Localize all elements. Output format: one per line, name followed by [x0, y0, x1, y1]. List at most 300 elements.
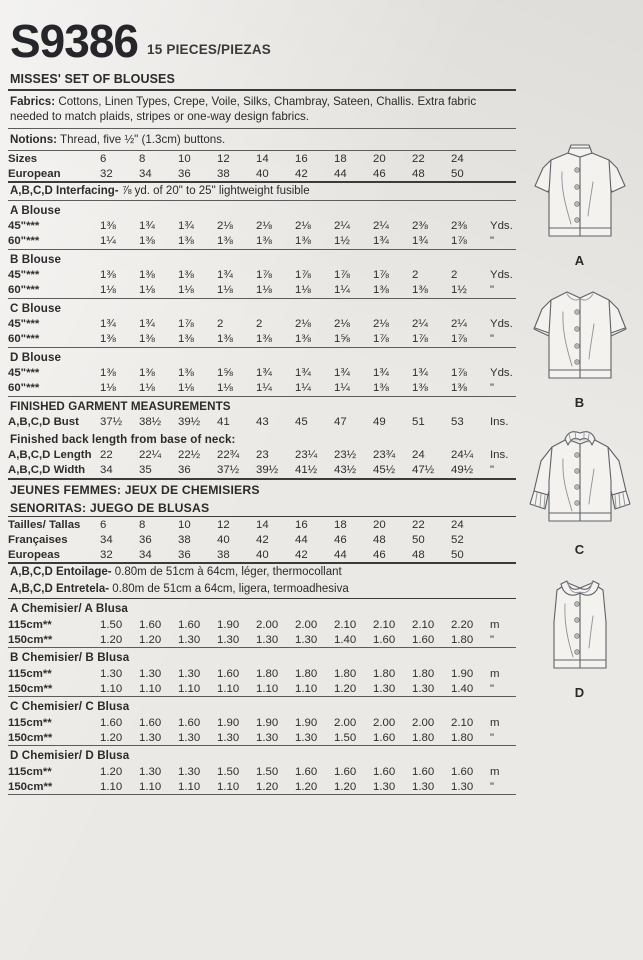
- table-cell: 1⅜: [373, 284, 389, 297]
- table-cell: 2.10: [412, 618, 435, 631]
- table-cell: 1.30: [139, 731, 162, 744]
- metric-table: [8, 617, 520, 647]
- table-cell: 1.20: [256, 780, 279, 793]
- row-label: Tailles/ Tallas: [8, 518, 81, 531]
- table-cell: 1⅛: [100, 382, 116, 395]
- table-cell: 32: [100, 167, 113, 180]
- interfacing-fr-label: A,B,C,D Entoilage-: [10, 566, 112, 579]
- header-title-row: [8, 0, 516, 67]
- table-cell: 46: [373, 548, 386, 561]
- table-row: [8, 219, 520, 234]
- notions-paragraph: [8, 129, 516, 151]
- table-cell: 1.20: [100, 731, 123, 744]
- table-cell: 1⅛: [178, 284, 194, 297]
- table-row: [8, 283, 520, 298]
- table-cell: 22½: [178, 449, 201, 462]
- table-cell: 1⅞: [256, 269, 272, 282]
- table-row: [8, 764, 520, 779]
- pattern-number: S9386: [10, 15, 139, 67]
- blouse-d-line-art: [521, 572, 639, 684]
- row-label: 150cm**: [8, 731, 53, 744]
- table-cell: 1⅛: [217, 284, 233, 297]
- table-cell: 1⅜: [451, 382, 467, 395]
- view-illustration-b: [516, 282, 643, 410]
- table-cell: 51: [412, 416, 425, 429]
- interfacing-french: [8, 564, 516, 581]
- table-cell: 1⅜: [217, 333, 233, 346]
- view-illustration-a: [516, 140, 643, 268]
- table-cell: 35: [139, 464, 152, 477]
- table-cell: 38½: [139, 416, 162, 429]
- row-label: 60"***: [8, 382, 40, 395]
- table-cell: 1.60: [334, 765, 357, 778]
- table-cell: 1⅜: [178, 235, 194, 248]
- table-cell: 1.10: [217, 682, 240, 695]
- table-cell: 1.50: [217, 765, 240, 778]
- table-cell: 40: [217, 533, 230, 546]
- table-cell: 37½: [100, 416, 123, 429]
- row-label: 45"***: [8, 367, 40, 380]
- table-cell: 1.90: [295, 716, 318, 729]
- table-cell: 2¼: [451, 318, 467, 331]
- row-unit: ": [490, 284, 495, 297]
- information-column: [8, 0, 516, 795]
- table-cell: 1⅛: [217, 382, 233, 395]
- table-cell: 1.80: [256, 667, 279, 680]
- size-table: [8, 151, 520, 181]
- table-cell: 50: [451, 167, 464, 180]
- table-cell: 1.60: [178, 716, 201, 729]
- table-cell: 1.60: [217, 667, 240, 680]
- table-cell: 1.90: [451, 667, 474, 680]
- metric-block-title: B Chemisier/ B Blusa: [10, 651, 130, 665]
- table-row: [8, 517, 520, 532]
- table-cell: 1.30: [178, 765, 201, 778]
- table-cell: 1⅛: [295, 284, 311, 297]
- table-cell: 6: [100, 518, 107, 531]
- table-cell: 1¼: [256, 382, 272, 395]
- table-cell: 40: [256, 548, 269, 561]
- table-cell: 43: [256, 416, 269, 429]
- piece-count: 15 PIECES/PIEZAS: [147, 42, 272, 57]
- table-cell: 8: [139, 152, 146, 165]
- metric-yardage-section: [8, 599, 516, 795]
- table-cell: 1.90: [217, 618, 240, 631]
- interfacing-es-label: A,B,C,D Entretela-: [10, 583, 110, 596]
- row-label: A,B,C,D Length: [8, 449, 92, 462]
- table-cell: 2: [451, 269, 458, 282]
- notions-label: Notions:: [10, 132, 58, 146]
- table-cell: 1.30: [373, 682, 396, 695]
- table-cell: 1.30: [295, 633, 318, 646]
- table-cell: 2¼: [373, 220, 389, 233]
- yardage-table: [8, 219, 520, 249]
- table-cell: 34: [100, 533, 113, 546]
- finished-bust-table: [8, 415, 520, 430]
- row-unit: ": [490, 235, 495, 248]
- table-cell: 34: [139, 167, 152, 180]
- table-cell: 37½: [217, 464, 240, 477]
- table-cell: 1.60: [139, 716, 162, 729]
- table-cell: 1.60: [373, 633, 396, 646]
- table-cell: 2.20: [451, 618, 474, 631]
- metric-block-title: A Chemisier/ A Blusa: [10, 602, 128, 616]
- table-cell: 2⅛: [295, 220, 311, 233]
- row-label: 45"***: [8, 318, 40, 331]
- table-cell: 2⅜: [412, 220, 428, 233]
- table-cell: 38: [178, 533, 191, 546]
- table-cell: 1.10: [100, 682, 123, 695]
- table-cell: 16: [295, 152, 308, 165]
- table-cell: 1⅝: [334, 333, 350, 346]
- table-cell: 39½: [178, 416, 201, 429]
- table-cell: 1¼: [295, 382, 311, 395]
- table-cell: 2.00: [334, 716, 357, 729]
- fabrics-text: Cottons, Linen Types, Crepe, Voile, Silks, Chambray, Sateen, Challis. Extra fabric needed to match plaids, stripes or one-way design fabrics.: [10, 94, 477, 124]
- table-cell: 1.40: [451, 682, 474, 695]
- table-cell: 1¾: [256, 367, 272, 380]
- table-cell: 42: [256, 533, 269, 546]
- table-cell: 1⅛: [100, 284, 116, 297]
- table-row: [8, 332, 520, 347]
- table-cell: 23½: [334, 449, 357, 462]
- intl-size-table: [8, 517, 520, 562]
- table-cell: 23: [256, 449, 269, 462]
- yardage-block-title: A Blouse: [10, 203, 61, 217]
- table-cell: 36: [178, 548, 191, 561]
- table-cell: 46: [334, 533, 347, 546]
- row-unit: ": [490, 682, 495, 695]
- divider: [8, 794, 516, 795]
- table-cell: 1.30: [412, 682, 435, 695]
- view-label-a: A: [574, 253, 585, 268]
- table-cell: 1⅜: [139, 333, 155, 346]
- table-cell: 46: [373, 167, 386, 180]
- table-row: [8, 381, 520, 396]
- yardage-section: [8, 201, 516, 397]
- table-row: [8, 617, 520, 632]
- table-cell: 24: [412, 449, 425, 462]
- row-label: 45"***: [8, 269, 40, 282]
- table-row: [8, 532, 520, 547]
- table-cell: 1.20: [100, 765, 123, 778]
- table-cell: 16: [295, 518, 308, 531]
- table-cell: 1.30: [178, 667, 201, 680]
- yardage-block-title: C Blouse: [10, 301, 62, 315]
- table-cell: 1.60: [373, 731, 396, 744]
- table-cell: 1¾: [412, 367, 428, 380]
- table-cell: 45: [295, 416, 308, 429]
- table-cell: 1.80: [334, 667, 357, 680]
- table-cell: 1¾: [373, 235, 389, 248]
- table-cell: 1⅜: [256, 235, 272, 248]
- table-cell: 1⅜: [217, 235, 233, 248]
- table-cell: 1⅛: [139, 382, 155, 395]
- table-cell: 1.60: [178, 618, 201, 631]
- table-cell: 47: [334, 416, 347, 429]
- row-label: A,B,C,D Bust: [8, 416, 79, 429]
- table-row: [8, 681, 520, 696]
- table-cell: 32: [100, 548, 113, 561]
- table-cell: 1⅜: [256, 333, 272, 346]
- table-cell: 2: [217, 318, 224, 331]
- table-cell: 34: [100, 464, 113, 477]
- table-cell: 1¾: [412, 235, 428, 248]
- table-cell: 14: [256, 152, 269, 165]
- table-cell: 38: [217, 548, 230, 561]
- table-cell: 2⅛: [256, 220, 272, 233]
- view-illustration-c: [516, 425, 643, 557]
- table-cell: 1.10: [100, 780, 123, 793]
- table-cell: 1⅞: [295, 269, 311, 282]
- table-cell: 24: [451, 152, 464, 165]
- table-cell: 42: [295, 548, 308, 561]
- table-cell: 1¾: [373, 367, 389, 380]
- table-cell: 2: [256, 318, 263, 331]
- view-label-b: B: [574, 395, 585, 410]
- table-row: [8, 632, 520, 647]
- table-cell: 1⅞: [451, 235, 467, 248]
- table-row: [8, 166, 520, 181]
- table-cell: 1.50: [256, 765, 279, 778]
- table-cell: 1¾: [217, 269, 233, 282]
- table-cell: 1.20: [295, 780, 318, 793]
- table-cell: 2¼: [412, 318, 428, 331]
- table-cell: 1¾: [295, 367, 311, 380]
- table-cell: 2⅜: [451, 220, 467, 233]
- table-cell: 44: [334, 548, 347, 561]
- table-cell: 1½: [334, 235, 350, 248]
- table-cell: 1.30: [373, 780, 396, 793]
- table-cell: 10: [178, 152, 191, 165]
- table-cell: 39½: [256, 464, 279, 477]
- page-title: MISSES' SET OF BLOUSES: [10, 72, 175, 86]
- row-unit: m: [490, 716, 500, 729]
- table-cell: 50: [412, 533, 425, 546]
- table-cell: 40: [256, 167, 269, 180]
- table-cell: 1⅛: [256, 284, 272, 297]
- table-cell: 1.50: [100, 618, 123, 631]
- table-row: [8, 730, 520, 745]
- title-spanish: SENORITAS: JUEGO DE BLUSAS: [10, 500, 210, 515]
- table-cell: 1.30: [256, 731, 279, 744]
- finished-measurements-heading: FINISHED GARMENT MEASUREMENTS: [10, 399, 231, 413]
- table-cell: 1.60: [412, 633, 435, 646]
- blouse-c-line-art: [521, 425, 639, 541]
- table-cell: 1⅞: [373, 333, 389, 346]
- yardage-block-title: D Blouse: [10, 350, 62, 364]
- table-cell: 1.80: [451, 633, 474, 646]
- table-cell: 1.10: [217, 780, 240, 793]
- table-cell: 8: [139, 518, 146, 531]
- row-label: European: [8, 167, 61, 180]
- row-label: 115cm**: [8, 765, 52, 778]
- table-cell: 22: [412, 152, 425, 165]
- table-cell: 36: [139, 533, 152, 546]
- table-cell: 2⅛: [217, 220, 233, 233]
- table-cell: 1¾: [139, 220, 155, 233]
- interfacing-en-text: ⅞ yd. of 20" to 25" lightweight fusible: [118, 185, 310, 198]
- back-length-note: Finished back length from base of neck:: [10, 432, 236, 446]
- table-cell: 2.00: [256, 618, 279, 631]
- table-cell: 1.30: [256, 633, 279, 646]
- table-cell: 1¾: [334, 367, 350, 380]
- table-cell: 36: [178, 464, 191, 477]
- row-label: 115cm**: [8, 618, 52, 631]
- metric-block-title: D Chemisier/ D Blusa: [10, 749, 130, 763]
- row-label: 115cm**: [8, 667, 52, 680]
- row-unit: m: [490, 667, 500, 680]
- table-cell: 1⅞: [334, 269, 350, 282]
- table-cell: 22¾: [217, 449, 240, 462]
- table-cell: 34: [139, 548, 152, 561]
- table-cell: 2.00: [412, 716, 435, 729]
- table-cell: 1¾: [100, 318, 116, 331]
- table-cell: 1⅜: [412, 382, 428, 395]
- row-unit: ": [490, 464, 495, 477]
- table-cell: 1.30: [412, 780, 435, 793]
- table-cell: 1.80: [451, 731, 474, 744]
- yardage-table: [8, 317, 520, 347]
- table-cell: 1.40: [334, 633, 357, 646]
- view-illustrations-column: [516, 0, 643, 960]
- row-unit: Yds.: [490, 220, 513, 233]
- title-french: JEUNES FEMMES: JEUX DE CHEMISIERS: [10, 482, 260, 497]
- table-cell: 1¼: [334, 382, 350, 395]
- table-cell: 18: [334, 518, 347, 531]
- table-cell: 53: [451, 416, 464, 429]
- table-cell: 1⅜: [412, 284, 428, 297]
- table-cell: 1.80: [412, 667, 435, 680]
- table-cell: 1.30: [178, 731, 201, 744]
- row-label: 150cm**: [8, 780, 53, 793]
- yardage-table: [8, 366, 520, 396]
- table-cell: 1⅜: [139, 269, 155, 282]
- interfacing-es-text: 0.80m de 51cm a 64cm, ligera, termoadhesiva: [109, 583, 349, 596]
- row-unit: Ins.: [490, 416, 509, 429]
- finished-length-width-table: [8, 448, 520, 478]
- table-cell: 1⅜: [139, 367, 155, 380]
- row-label: 150cm**: [8, 682, 53, 695]
- table-cell: 1⅞: [373, 269, 389, 282]
- row-unit: Yds.: [490, 318, 513, 331]
- table-cell: 1½: [451, 284, 467, 297]
- table-cell: 20: [373, 152, 386, 165]
- table-cell: 1.50: [334, 731, 357, 744]
- table-cell: 22¼: [139, 449, 162, 462]
- table-cell: 1.30: [139, 667, 162, 680]
- table-cell: 2⅛: [295, 318, 311, 331]
- row-unit: ": [490, 731, 495, 744]
- table-cell: 1⅞: [178, 318, 194, 331]
- table-cell: 1¼: [334, 284, 350, 297]
- table-cell: 24¼: [451, 449, 474, 462]
- row-unit: ": [490, 382, 495, 395]
- row-unit: Yds.: [490, 269, 513, 282]
- table-cell: 1⅜: [100, 333, 116, 346]
- view-illustration-d: [516, 572, 643, 700]
- row-label: 115cm**: [8, 716, 52, 729]
- table-cell: 48: [412, 167, 425, 180]
- row-unit: m: [490, 765, 500, 778]
- table-cell: 2⅛: [373, 318, 389, 331]
- table-cell: 1.30: [451, 780, 474, 793]
- metric-table: [8, 666, 520, 696]
- row-label: Europeas: [8, 548, 60, 561]
- notions-text: Thread, five ½" (1.3cm) buttons.: [57, 132, 226, 146]
- table-cell: 50: [451, 548, 464, 561]
- table-cell: 36: [178, 167, 191, 180]
- table-cell: 49: [373, 416, 386, 429]
- table-cell: 1⅜: [100, 220, 116, 233]
- table-row: [8, 268, 520, 283]
- row-label: 60"***: [8, 333, 40, 346]
- fabrics-paragraph: [8, 91, 516, 128]
- table-cell: 48: [412, 548, 425, 561]
- table-cell: 49½: [451, 464, 474, 477]
- table-row: [8, 779, 520, 794]
- table-cell: 2: [412, 269, 419, 282]
- table-cell: 1.80: [295, 667, 318, 680]
- interfacing-fr-text: 0.80m de 51cm à 64cm, léger, thermocollant: [111, 566, 342, 579]
- table-cell: 1.60: [100, 716, 123, 729]
- table-cell: 10: [178, 518, 191, 531]
- row-label: 150cm**: [8, 633, 53, 646]
- table-cell: 1.20: [139, 633, 162, 646]
- table-cell: 1.60: [295, 765, 318, 778]
- table-cell: 1.60: [373, 765, 396, 778]
- view-label-c: C: [574, 542, 585, 557]
- table-cell: 2¼: [334, 220, 350, 233]
- table-cell: 12: [217, 518, 230, 531]
- table-cell: 1⅛: [178, 382, 194, 395]
- table-cell: 41½: [295, 464, 318, 477]
- fabrics-label: Fabrics:: [10, 94, 56, 108]
- table-cell: 1.10: [139, 682, 162, 695]
- table-cell: 1⅞: [451, 333, 467, 346]
- table-row: [8, 151, 520, 166]
- row-label: A,B,C,D Width: [8, 464, 86, 477]
- table-cell: 2.00: [373, 716, 396, 729]
- table-cell: 47½: [412, 464, 435, 477]
- interfacing-en-label: A,B,C,D Interfacing-: [10, 185, 119, 198]
- row-label: 45"***: [8, 220, 40, 233]
- table-cell: 1¾: [139, 318, 155, 331]
- table-cell: 22: [100, 449, 113, 462]
- table-row: [8, 234, 520, 249]
- table-cell: 1.10: [178, 780, 201, 793]
- table-cell: 52: [451, 533, 464, 546]
- table-cell: 2.00: [295, 618, 318, 631]
- table-row: [8, 666, 520, 681]
- row-unit: Yds.: [490, 367, 513, 380]
- table-cell: 38: [217, 167, 230, 180]
- row-unit: ": [490, 333, 495, 346]
- table-cell: 1.60: [451, 765, 474, 778]
- table-cell: 1.10: [178, 682, 201, 695]
- table-cell: 41: [217, 416, 230, 429]
- table-row: [8, 448, 520, 463]
- table-cell: 18: [334, 152, 347, 165]
- table-cell: 1.20: [100, 633, 123, 646]
- table-cell: 48: [373, 533, 386, 546]
- table-cell: 6: [100, 152, 107, 165]
- table-cell: 1.30: [295, 731, 318, 744]
- table-cell: 1⅜: [178, 367, 194, 380]
- row-unit: Ins.: [490, 449, 509, 462]
- table-cell: 1⅜: [373, 382, 389, 395]
- table-cell: 23¾: [373, 449, 396, 462]
